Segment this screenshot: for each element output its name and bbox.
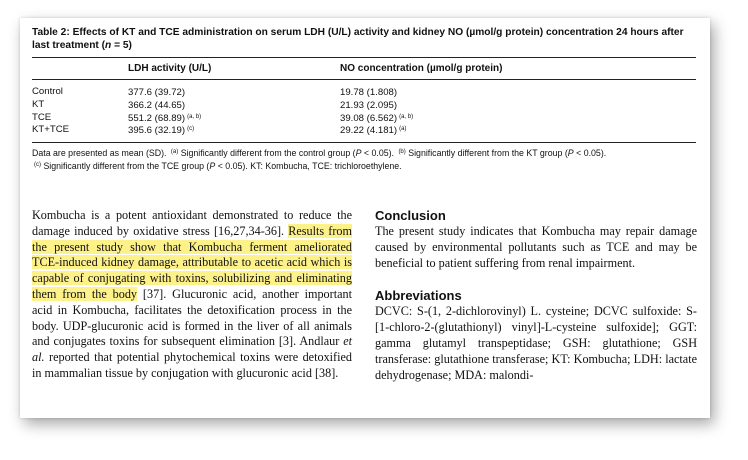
discussion-paragraph: Kombucha is a potent antioxidant demonstrated to reduce the damage induced by oxidative stress [16,27,34-36]. Results from the present study show that Kombucha ferment ameliorated TCE-induced kidney damage, attributable to acetic acid which is capable of conjugating with toxins, solubilizing and eliminating them from the body [37]. Glucuronic acid, another important acid in Kombucha, facilitates the detoxification process in the body. UDP-glucuronic acid is formed in the liver of all animals and conjugates toxins for subsequent elimination [3]. Andlaur et al. reported that potential phytochemical toxins were detoxified in mammalian tissue by conjugation with glucuronic acid [38]. <box>32 208 352 380</box>
table-row <box>32 99 696 112</box>
row-group: KT+TCE <box>32 124 70 136</box>
row-group: KT <box>32 98 45 110</box>
table-row <box>32 86 696 99</box>
table-footnote: Data are presented as mean (SD). $^{(a)}$ Significantly different from the control group (P < 0.05). $^{(b)}$ Significantly different from the KT group (P < 0.05). $^{(c)}$ Significantly different from the TCE group (P < 0.05). KT: Kombucha, TCE: trichloroethylene. <box>32 148 607 171</box>
row-ldh: 551.2 (68.89) $^{(a, b)}$ <box>128 112 202 124</box>
header-no: NO concentration (µmol/g protein) <box>340 63 503 74</box>
table-row <box>32 124 696 137</box>
row-no: 19.78 (1.808) <box>340 87 398 98</box>
header-group <box>32 63 128 74</box>
right-column <box>375 208 697 383</box>
row-no: 39.08 (6.562) $^{(a, b)}$ <box>340 112 414 124</box>
abbreviations-text: DCVC: S-(1, 2-dichlorovinyl) L. cysteine; DCVC sulfoxide: S-[1-chloro-2-(glutathionyl) vinyl]-L-cysteine sulfoxide]; GGT: gamma glutamyl transpeptidase; GSH: glutathione; GSH transferase: glutathione transferase; KT: Kombucha; LDH: lactate dehydrogenase; MDA: malondi- <box>375 304 697 382</box>
table-header-row <box>32 58 696 80</box>
row-no: 29.22 (4.181) $^{(a)}$ <box>340 125 407 137</box>
row-group: Control <box>32 86 63 97</box>
row-group: TCE <box>32 111 52 123</box>
conclusion-text: The present study indicates that Kombucha may repair damage caused by environmental pollutants such as TCE and may be beneficial to patient suffering from renal impairment. <box>375 224 697 270</box>
table-body <box>32 80 696 143</box>
header-ldh: LDH activity (U/L) <box>128 63 212 74</box>
row-ldh: 377.6 (39.72) <box>128 87 186 98</box>
document-page <box>20 18 710 418</box>
highlighted-sentence[interactable]: Results from the present study show that Kombucha ferment ameliorated TCE-induced kidney damage, attributable to acetic acid which is capable of conjugating with toxins, solubilizing and eliminating them from the body <box>32 223 352 301</box>
row-no: 21.93 (2.095) <box>340 99 398 111</box>
conclusion-heading: Conclusion <box>375 208 446 223</box>
row-ldh: 395.6 (32.19) $^{(c)}$ <box>128 125 195 137</box>
results-table <box>32 26 696 172</box>
table-row <box>32 112 696 125</box>
table-caption: Table 2: Effects of KT and TCE administration on serum LDH (U/L) activity and kidney NO (µmol/g protein) concentration 24 hours after last treatment (n = 5) <box>32 26 696 58</box>
row-ldh: 366.2 (44.65) <box>128 99 186 111</box>
abbreviations-heading: Abbreviations <box>375 288 462 304</box>
